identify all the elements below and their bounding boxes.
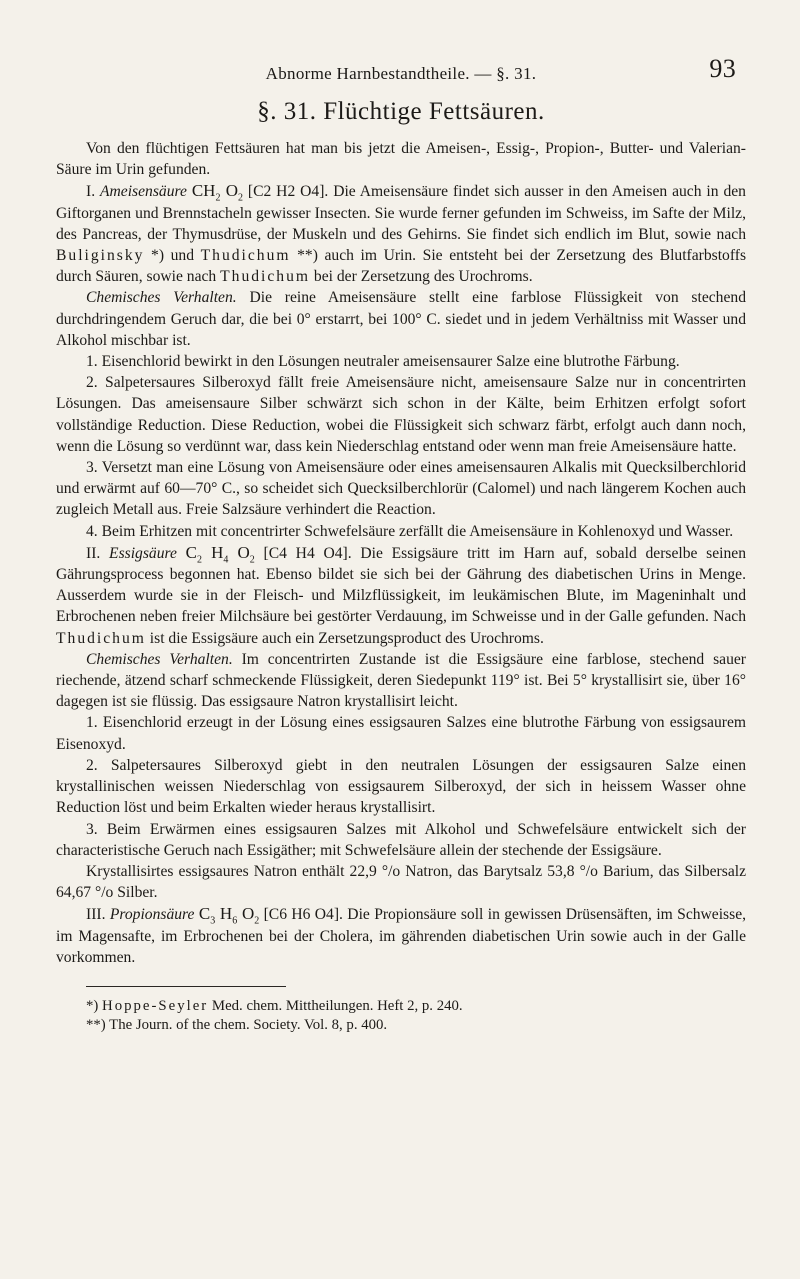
formic-acid-paragraph: I. Ameisensäure $CH_2$ $O_2$ [C2 H2 O4]. Die Ameisensäure findet sich ausser in den Ameisen auch in den Giftorganen und Brennstacheln gewisser Insecten. Sie wurde ferner gefunden im Schweiss, im Safte der Milz, des Pancreas, der Thymusdrüse, der Muskeln und des Gehirns. Sie findet sich endlich im Blut, sowie nach Buliginsky *) und Thudichum **) auch im Urin. Sie entsteht bei der Zersetzung des Blutfarbstoffs durch Säuren, sowie nach Thudichum bei der Zersetzung des Urochroms.	[56, 181, 747, 286]
acetic-acid-paragraph: II. Essigsäure $C_2$ $H_4$ $O_2$ [C4 H4 O4]. Die Essigsäure tritt im Harn auf, sobald derselbe seinen Gährungsprocess begonnen hat. Ebenso bildet sie sich bei der Gährung des diabetischen Urins in Menge. Ausserdem wurde sie in der Fleisch- und Milzflüssigkeit, im leukämischen Blute, im Mageninhalt und Erbrochenen neben freier Milchsäure bei gestörter Verdauung, im Schweisse und in der Galle gefunden. Nach Thudichum ist die Essigsäure auch ein Zersetzungsproduct des Urochroms.	[56, 542, 747, 647]
intro-paragraph: Von den flüchtigen Fettsäuren hat man bis jetzt die Ameisen-, Essig-, Propion-, Butter- und Valerian-Säure im Urin gefunden.	[56, 140, 746, 179]
formic-reaction-3: 3. Versetzt man eine Lösung von Ameisensäure oder eines ameisensauren Alkalis mit Quecksilberchlorid und erwärmt auf 60—70° C., so scheidet sich Quecksilberchlorür (Calomel) und nach längerem Kochen auch zugleich Metall aus. Freie Salzsäure verhindert die Reaction.	[56, 459, 746, 519]
author-thudichum: Thudichum	[200, 247, 291, 265]
formic-reaction-4: 4. Beim Erhitzen mit concentrirter Schwefelsäure zerfällt die Ameisensäure in Kohlenoxyd und Wasser.	[86, 522, 734, 540]
behaviour-label: Chemisches Verhalten.	[86, 650, 233, 668]
author-thudichum: Thudichum	[220, 268, 311, 286]
formic-reaction-1: 1. Eisenchlorid bewirkt in den Lösungen neutraler ameisensaurer Salze eine blutrothe Färbung.	[86, 353, 680, 371]
propionic-acid-old-formula: [C6 H6 O4].	[263, 906, 343, 924]
formic-acid-old-formula: [C2 H2 O4].	[247, 183, 329, 201]
acetic-acid-formula: $C_2$ $H_4$ $O_2$	[185, 542, 255, 566]
propionic-acid-name: Propionsäure	[109, 906, 195, 924]
formic-acid-name: Ameisensäure	[100, 183, 187, 201]
acetic-acid-name: Essigsäure	[109, 544, 177, 562]
acetic-acid-behaviour: Chemisches Verhalten. Im concentrirten Zustande ist die Essigsäure eine farblose, stechend sauer riechende, ätzend scharf schmeckende Flüssigkeit, deren Siedepunkt 119° ist. Bei 5° krystallisirt sie, über 16° dagegen ist sie flüssig. Das essigsaure Natron krystallisirt leicht.	[56, 650, 746, 711]
acetic-reaction-1: 1. Eisenchlorid erzeugt in der Lösung eines essigsauren Salzes eine blutrothe Färbung von essigsaurem Eisenoxyd.	[56, 714, 746, 753]
behaviour-label: Chemisches Verhalten.	[86, 289, 237, 307]
propionic-acid-formula: $C_3$ $H_6$ $O_2$	[198, 904, 260, 927]
formic-acid-behaviour: Chemisches Verhalten. Die reine Ameisensäure stellt eine farblose Flüssigkeit von stechend durchdringendem Geruch dar, die bei 0° erstarrt, bei 100° C. siedet und in jedem Verhältniss mit Wasser und Alkohol mischbar ist.	[56, 289, 746, 349]
acetic-acid-old-formula: [C4 H4 O4].	[263, 544, 352, 562]
running-head-title: Abnorme Harnbestandtheile. — §. 31.	[265, 64, 537, 83]
author-thudichum: Thudichum	[56, 629, 146, 647]
running-head	[56, 54, 746, 98]
acetic-reaction-2: 2. Salpetersaures Silberoxyd giebt in den neutralen Lösungen der essigsauren Salze einen krystallinischen weissen Niederschlag von essigsaurem Silberoxyd, der sich in heissem Wasser ohne Reduction löst und beim Erkalten wieder heraus krystallisirt.	[56, 756, 746, 817]
formic-reaction-2: 2. Salpetersaures Silberoxyd fällt freie Ameisensäure nicht, ameisensaure Salze nur in concentrirten Lösungen. Das ameisensaure Silber schwärzt sich schon in der Kälte, beim Erhitzen erfolgt sofort vollständige Reduction. Diese Reduction, wobei die Flüssigkeit sich schwarz färbt, erfolgt auch dann noch, wenn die Lösung so verdünnt war, dass kein Niederschlag entstand oder wenn man freie Ameisensäure hatte.	[56, 374, 746, 455]
page-number: 93	[709, 54, 736, 83]
author-hoppe-seyler: Hoppe-Seyler	[102, 997, 209, 1014]
formic-acid-formula: $CH_2$ $O_2$	[191, 181, 243, 204]
footnote-2: **) The Journ. of the chem. Society. Vol. 8, p. 400.	[86, 1016, 388, 1033]
footnote-divider	[86, 986, 286, 987]
acetic-composition: Krystallisirtes essigsaures Natron enthält 22,9 °/o Natron, das Barytsalz 53,8 °/o Barium, das Silbersalz 64,67 °/o Silber.	[56, 862, 746, 902]
propionic-acid-paragraph: III. Propionsäure $C_3$ $H_6$ $O_2$ [C6 H6 O4]. Die Propionsäure soll in gewissen Drüsensäften, im Schweisse, im Magensafte, im Erbrochenen bei der Cholera, im gährenden diabetischen Urin sowie auch in der Galle vorkommen.	[56, 904, 747, 966]
author-buliginsky: Buliginsky	[56, 247, 145, 265]
footnote-1: *) Hoppe-Seyler Med. chem. Mittheilungen. Heft 2, p. 240.	[86, 997, 463, 1014]
acetic-reaction-3: 3. Beim Erwärmen eines essigsauren Salzes mit Alkohol und Schwefelsäure entwickelt sich der characteristische Geruch nach Essigäther; mit Schwefelsäure allein der stechende der Essigsäure.	[56, 820, 746, 859]
section-title: §. 31. Flüchtige Fettsäuren.	[257, 98, 545, 125]
